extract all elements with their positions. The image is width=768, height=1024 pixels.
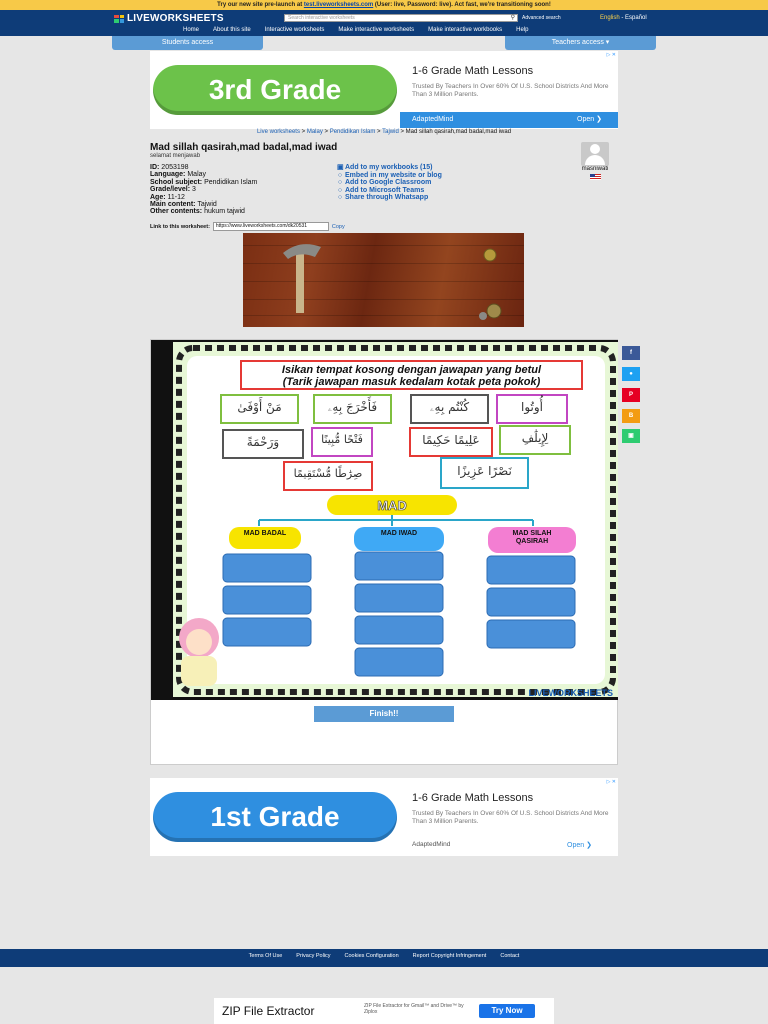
- meta-id: [150, 164, 257, 171]
- ad-open-text: Open: [567, 842, 585, 849]
- author-name[interactable]: masniwati: [581, 166, 609, 172]
- facebook-share-icon[interactable]: f: [622, 346, 640, 360]
- meta-subject: [150, 179, 257, 186]
- breadcrumb-pendidikan-islam[interactable]: Pendidikan Islam: [329, 129, 376, 135]
- add-to-workbooks-link[interactable]: [337, 164, 442, 172]
- ad-image: [150, 51, 400, 129]
- meta-language: [150, 171, 257, 178]
- breadcrumb: [0, 129, 768, 135]
- footer-copyright-link[interactable]: Report Copyright Infringement: [412, 953, 487, 959]
- bottom-ad-title: ZIP File Extractor: [222, 1004, 315, 1018]
- site-logo[interactable]: [114, 13, 224, 24]
- meta-grade: [150, 186, 257, 193]
- breadcrumb-current: Mad sillah qasirah,mad badal,mad iwad: [405, 129, 512, 135]
- category-label: MAD BADAL: [243, 530, 287, 537]
- students-access-tab[interactable]: Students access: [112, 36, 263, 50]
- finish-button[interactable]: Finish!!: [314, 706, 454, 722]
- meta-value: Tajwid: [197, 201, 217, 209]
- meta-key: School subject:: [150, 178, 203, 186]
- embed-icon: ○: [337, 171, 343, 179]
- worksheet-link-field[interactable]: https://www.liveworksheets.com/dk20531: [213, 222, 329, 231]
- ad-title: 1-6 Grade Math Lessons: [412, 65, 534, 77]
- worksheet-banner-image: [243, 233, 524, 327]
- tools-illustration: [243, 233, 524, 327]
- bottom-ad-banner[interactable]: [214, 998, 554, 1024]
- meta-value: 11-12: [167, 193, 185, 201]
- classroom-share-icon[interactable]: ▣: [622, 429, 640, 443]
- ad-choices-icon[interactable]: ▷ ✕: [606, 52, 616, 58]
- ad-image: [150, 778, 400, 856]
- chevron-right-icon: ❯: [596, 116, 602, 123]
- pinterest-share-icon[interactable]: P: [622, 388, 640, 402]
- ad-grade-label: 3rd Grade: [153, 65, 397, 115]
- breadcrumb-sep: >: [375, 129, 383, 135]
- twitter-share-icon[interactable]: ●: [622, 367, 640, 381]
- action-label: Add to Microsoft Teams: [345, 186, 425, 194]
- breadcrumb-sep: >: [398, 129, 406, 135]
- action-label: Add to my workbooks (15): [345, 164, 433, 171]
- search-input[interactable]: [284, 14, 518, 22]
- watermark-logo: LIVEWORKSHEETS: [528, 688, 613, 698]
- worksheet-actions: [337, 164, 442, 202]
- tree-root-label: MAD: [377, 498, 407, 513]
- meta-key: Language:: [150, 171, 186, 179]
- meta-value: 3: [192, 186, 196, 194]
- worksheet-canvas: [151, 340, 618, 700]
- worksheet-link-row: [150, 222, 345, 231]
- breadcrumb-malay[interactable]: Malay: [306, 129, 323, 135]
- logo-icon: [114, 15, 124, 23]
- main-menu: [176, 27, 535, 33]
- lang-spanish[interactable]: Español: [625, 15, 647, 21]
- breadcrumb-sep: >: [322, 129, 330, 135]
- meta-value: hukum tajwid: [204, 208, 245, 216]
- ad-subtitle: Trusted By Teachers In Over 60% Of U.S. School Districts And More Than 3 Million Parents.: [412, 83, 609, 98]
- whatsapp-icon: ○: [337, 194, 343, 202]
- ad-choices-icon[interactable]: ▷ ✕: [606, 779, 616, 785]
- embed-link[interactable]: [337, 172, 442, 180]
- page-subtitle: selamat menjawab: [150, 153, 201, 159]
- ad-banner-bottom[interactable]: [150, 778, 618, 856]
- teachers-access-tab[interactable]: Teachers access ▾: [505, 36, 656, 50]
- meta-value: 2053198: [161, 164, 189, 171]
- word-card[interactable]: كُنْتُم بِهِۦ: [429, 400, 470, 414]
- breadcrumb-live-worksheets[interactable]: Live worksheets: [256, 129, 300, 135]
- category-label: MAD IWAD: [380, 530, 418, 537]
- footer-cookies-link[interactable]: Cookies Configuration: [344, 953, 399, 959]
- workbook-icon: ▣: [337, 164, 344, 171]
- try-now-button[interactable]: Try Now: [479, 1004, 535, 1018]
- google-classroom-link[interactable]: [337, 179, 442, 187]
- link-label: Link to this worksheet:: [150, 223, 210, 230]
- page-title: Mad sillah qasirah,mad badal,mad iwad: [150, 142, 338, 153]
- country-flag-icon: [590, 174, 601, 180]
- menu-about[interactable]: About this site: [213, 27, 251, 33]
- meta-key: Grade/level:: [150, 186, 191, 194]
- action-label: Share through Whatsapp: [345, 194, 429, 202]
- word-card[interactable]: فَأَخْرَجَ بِهِۦ: [327, 400, 378, 414]
- ad-open-button[interactable]: [567, 841, 592, 849]
- worksheet-artwork: [151, 340, 618, 700]
- blogger-share-icon[interactable]: B: [622, 409, 640, 423]
- announcement-bar: [0, 0, 768, 10]
- meta-value: Pendidikan Islam: [204, 178, 258, 186]
- test-site-link[interactable]: test.liveworksheets.com: [303, 2, 374, 8]
- ad-subtitle: Trusted By Teachers In Over 60% Of U.S. School Districts And More Than 3 Million Parents.: [412, 810, 609, 825]
- category-label: MAD SILAH QASIRAH: [512, 530, 552, 545]
- breadcrumb-tajwid[interactable]: Tajwid: [382, 129, 399, 135]
- meta-age: [150, 194, 257, 201]
- word-card[interactable]: وَرَحْمَةً: [246, 435, 280, 449]
- instruction-text: [244, 364, 579, 388]
- word-card[interactable]: لِإِيلَٰفِ: [521, 431, 549, 445]
- meta-main-content: [150, 201, 257, 208]
- ad-title: 1-6 Grade Math Lessons: [412, 792, 534, 804]
- word-card[interactable]: مَنْ أَوْفَىٰ: [237, 400, 282, 414]
- announcement-text: Try our new site pre-launch at: [217, 2, 304, 8]
- advanced-search-link[interactable]: Advanced search: [522, 15, 561, 21]
- meta-key: Age:: [150, 193, 166, 201]
- ad-open-text: Open: [577, 116, 595, 123]
- copy-link-button[interactable]: Copy: [331, 223, 345, 230]
- footer-terms-link[interactable]: Terms Of Use: [248, 953, 283, 959]
- bottom-ad-subtitle: ZIP File Extractor for Gmail™ and Drive™ by Ziplox: [364, 1003, 464, 1015]
- whatsapp-share-link[interactable]: [337, 194, 442, 202]
- avatar: [581, 142, 609, 166]
- footer-privacy-link[interactable]: Privacy Policy: [296, 953, 331, 959]
- instruction-line-2: (Tarik jawapan masuk kedalam kotak peta pokok): [282, 376, 541, 388]
- word-card[interactable]: أُوتُوا: [520, 400, 543, 414]
- microsoft-teams-link[interactable]: [337, 187, 442, 195]
- chevron-right-icon: ❯: [586, 842, 592, 849]
- site-header: [0, 10, 768, 36]
- word-card[interactable]: عَلِيمًا حَكِيمًا: [422, 433, 480, 447]
- ad-banner-top[interactable]: [150, 51, 618, 129]
- lang-english[interactable]: English: [600, 15, 620, 21]
- author-card[interactable]: [572, 142, 618, 180]
- ad-brand: AdaptedMind: [412, 841, 451, 848]
- footer-contact-link[interactable]: Contact: [500, 953, 520, 959]
- meta-key: Main content:: [150, 201, 196, 209]
- menu-interactive-worksheets[interactable]: Interactive worksheets: [264, 27, 325, 33]
- worksheet-frame: [150, 339, 618, 765]
- teams-icon: ○: [337, 186, 343, 194]
- meta-other-contents: [150, 208, 257, 215]
- action-label: Embed in my website or blog: [345, 171, 442, 179]
- word-card[interactable]: صِرَٰطًا مُّسْتَقِيمًا: [293, 467, 363, 480]
- site-footer: [0, 949, 768, 967]
- word-card[interactable]: فَتْحًا مُّبِينًا: [321, 433, 363, 446]
- meta-value: Malay: [187, 171, 207, 179]
- menu-make-worksheets[interactable]: Make interactive worksheets: [338, 27, 415, 33]
- word-card[interactable]: نَصْرًا عَزِيزًا: [457, 464, 512, 478]
- search-placeholder: Search interactive worksheets: [288, 15, 355, 21]
- ad-brand: AdaptedMind: [412, 116, 454, 123]
- language-switch: [600, 15, 647, 21]
- worksheet-meta: [150, 164, 257, 216]
- breadcrumb-sep: >: [299, 129, 307, 135]
- menu-make-workbooks[interactable]: Make interactive workbooks: [428, 27, 503, 33]
- menu-help[interactable]: Help: [516, 27, 529, 33]
- logo-text: LIVEWORKSHEETS: [127, 13, 224, 24]
- instruction-line-1: Isikan tempat kosong dengan jawapan yang betul: [281, 364, 542, 376]
- meta-key: ID:: [150, 164, 160, 171]
- ad-grade-label: 1st Grade: [153, 792, 397, 842]
- lang-separator: -: [619, 15, 626, 21]
- meta-key: Other contents:: [150, 208, 203, 216]
- announcement-text-end: (User: live, Password: live). Act fast, we're transitioning soon!: [373, 2, 551, 8]
- search-icon[interactable]: ⚲: [510, 15, 515, 21]
- classroom-icon: ○: [337, 179, 343, 187]
- menu-home[interactable]: Home: [183, 27, 200, 33]
- ad-open-label: [577, 112, 602, 128]
- ad-open-button[interactable]: [400, 112, 618, 128]
- action-label: Add to Google Classroom: [345, 179, 432, 187]
